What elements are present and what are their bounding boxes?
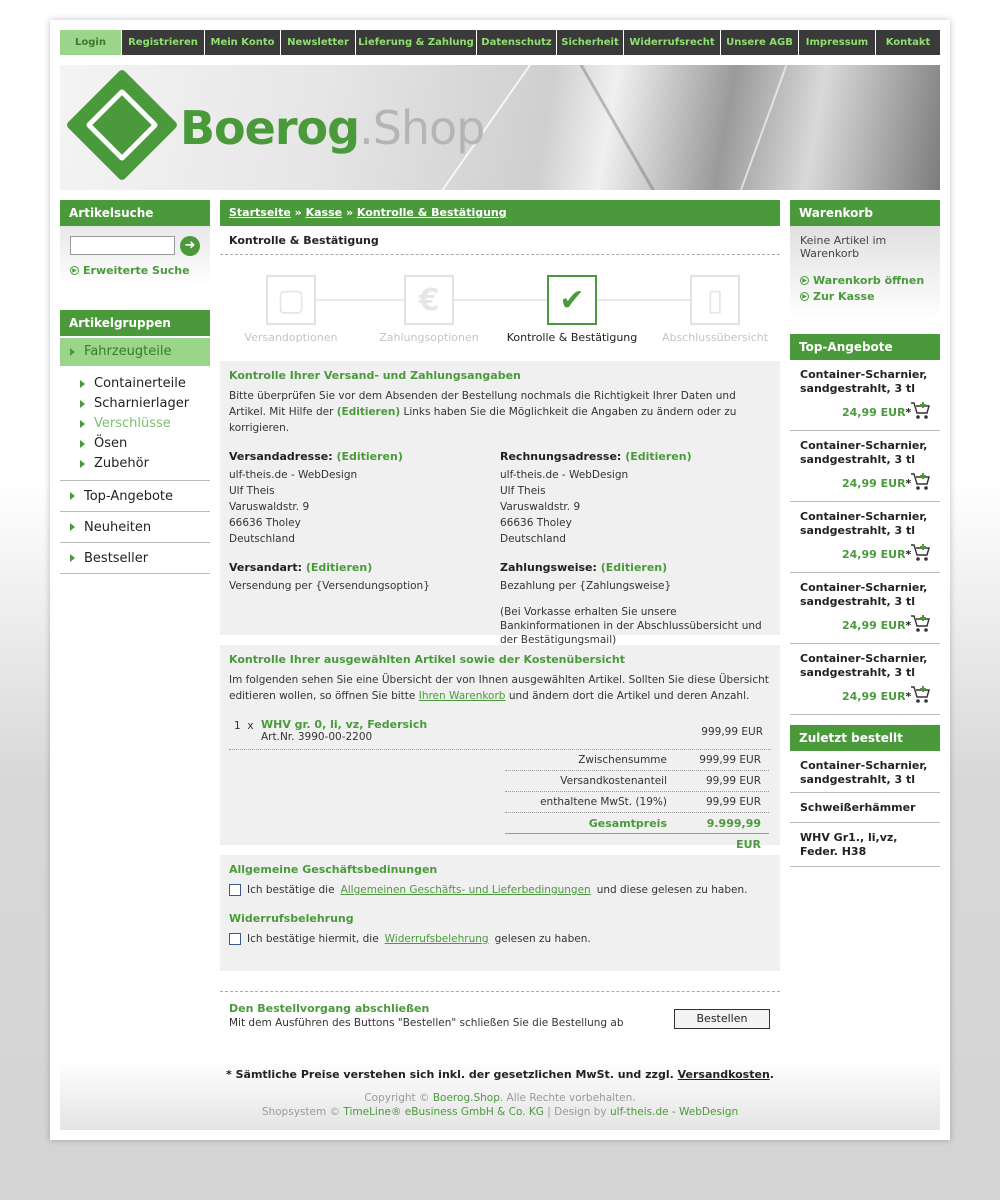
triangle-right-icon <box>80 420 85 428</box>
copyright-post: . Alle Rechte vorbehalten. <box>499 1092 636 1104</box>
cart-add-icon[interactable] <box>910 543 932 563</box>
step-zahlungsoptionen <box>358 275 500 344</box>
category-bestseller[interactable] <box>60 543 210 574</box>
edit-payment-method-link[interactable]: (Editieren) <box>600 561 668 574</box>
price-note-end: . <box>769 1068 774 1081</box>
articles-text-1: Im folgenden sehen Sie eine Übersicht der von Ihnen ausgewählten Artikel. Sollten Sie diese Übersicht editieren wollen, so öffnen Sie bitte <box>229 674 769 702</box>
triangle-right-icon <box>70 348 75 356</box>
shopsystem-pre: Shopsystem © <box>261 1106 341 1118</box>
cart-title: Warenkorb <box>790 200 940 226</box>
subcategory-scharnierlager[interactable] <box>60 394 210 414</box>
article-qty-value: 1 <box>234 720 241 732</box>
widerruf-text-post: gelesen zu haben. <box>494 933 591 945</box>
box-package-icon: ▢ <box>266 275 316 325</box>
category-label: Bestseller <box>84 551 149 566</box>
address-line: Ulf Theis <box>229 485 275 497</box>
total-label: Zwischensumme <box>578 754 667 766</box>
triangle-right-icon <box>80 380 85 388</box>
cart-empty-text: Keine Artikel im Warenkorb <box>800 234 887 260</box>
agb-text-post: und diese gelesen zu haben. <box>596 884 748 896</box>
total-value: 99,99 EUR <box>705 775 761 787</box>
shipping-method-label: Versandart: <box>229 561 302 574</box>
shipping-costs-link[interactable]: Versandkosten <box>677 1068 770 1081</box>
articles-text-2: und ändern dort die Artikel und deren Anzahl. <box>508 690 750 702</box>
totals-table <box>505 750 769 851</box>
review-intro <box>229 388 771 436</box>
copyright-pre: Copyright © <box>364 1092 430 1104</box>
order-button[interactable]: Bestellen <box>674 1009 770 1029</box>
triangle-right-icon <box>80 400 85 408</box>
nav-lieferung-zahlung[interactable]: Lieferung & Zahlung <box>356 30 477 55</box>
breadcrumb-separator: » <box>294 206 302 219</box>
subcategory-containerteile[interactable] <box>60 374 210 394</box>
left-sidebar <box>60 200 210 574</box>
breadcrumb-kasse[interactable]: Kasse <box>305 206 343 219</box>
top-offer-item[interactable] <box>790 644 940 715</box>
breadcrumb-current[interactable]: Kontrolle & Bestätigung <box>356 206 507 219</box>
category-top-angebote[interactable] <box>60 481 210 512</box>
offer-price-star: * <box>905 548 912 561</box>
step-label: Versandoptionen <box>244 331 338 344</box>
top-offer-item[interactable] <box>790 431 940 502</box>
page-title: Kontrolle & Bestätigung <box>220 226 780 255</box>
edit-links-hint: (Editieren) <box>336 406 401 418</box>
subcategory-label: Scharnierlager <box>94 396 190 411</box>
step-versandoptionen <box>220 275 362 344</box>
offer-price-star: * <box>905 406 912 419</box>
open-cart-label: Warenkorb öffnen <box>813 274 925 287</box>
offer-price <box>842 477 911 490</box>
top-offer-item[interactable] <box>790 360 940 431</box>
step-label: Zahlungsoptionen <box>379 331 479 344</box>
offer-price <box>842 619 911 632</box>
offer-price-value: 24,99 EUR <box>842 548 906 561</box>
agb-link[interactable]: Allgemeinen Geschäfts- und Lieferbedingungen <box>340 884 591 896</box>
article-price: 999,99 EUR <box>701 726 763 738</box>
address-columns <box>229 450 771 547</box>
shipping-address-label: Versandadresse: <box>229 450 333 463</box>
payment-method <box>500 561 771 647</box>
category-fahrzeugteile[interactable] <box>60 338 210 366</box>
widerruf-title: Widerrufsbelehrung <box>229 912 354 925</box>
articles-section <box>220 645 780 851</box>
circle-arrow-icon: ▶ <box>70 266 79 275</box>
billing-address <box>500 450 771 547</box>
offer-name: Container-Scharnier, sandgestrahlt, 3 tl <box>800 439 928 466</box>
right-sidebar <box>790 200 940 867</box>
review-text-1: Bitte überprüfen Sie vor dem Absenden der Bestellung nochmals die Richtigkeit Ihrer Daten und Artikel. Mit Hilfe der <box>229 390 736 418</box>
shipping-address <box>229 450 500 547</box>
widerruf-confirmation <box>229 933 771 945</box>
search-box-title: Artikelsuche <box>60 200 210 226</box>
total-label: Versandkostenanteil <box>560 775 667 787</box>
triangle-right-icon <box>80 460 85 468</box>
breadcrumb-home[interactable]: Startseite <box>229 206 291 219</box>
triangle-right-icon <box>80 440 85 448</box>
total-row-grand <box>505 813 769 851</box>
total-row-subtotal <box>505 750 769 771</box>
triangle-right-icon <box>70 492 75 500</box>
address-line: 66636 Tholey <box>500 517 572 529</box>
subcategory-verschluesse[interactable] <box>60 414 210 434</box>
article-qty-x: x <box>247 720 254 732</box>
subcategory-label: Ösen <box>94 436 128 451</box>
top-navigation <box>60 30 940 55</box>
step-label: Abschlussübersicht <box>661 331 769 344</box>
offer-price <box>842 690 911 703</box>
category-neuheiten[interactable] <box>60 512 210 543</box>
category-label: Top-Angebote <box>84 489 174 504</box>
last-ordered-item[interactable]: Schweißerhämmer <box>790 793 940 823</box>
open-cart-link[interactable]: Ihren Warenkorb <box>418 690 506 702</box>
payment-note: (Bei Vorkasse erhalten Sie unsere Bankinformationen in der Abschlussübersicht und der Bestätigungsmail) <box>500 606 762 646</box>
header-banner <box>60 65 940 190</box>
article-name-link[interactable]: WHV gr. 0, li, vz, Federsich <box>261 718 428 731</box>
shopsystem-mid: | Design by <box>547 1106 607 1118</box>
step-abschluss <box>644 275 786 344</box>
nav-unsere-agb[interactable]: Unsere AGB <box>721 30 799 55</box>
address-line: ulf-theis.de - WebDesign <box>229 469 358 481</box>
top-offers-title: Top-Angebote <box>790 334 940 360</box>
address-line: ulf-theis.de - WebDesign <box>500 469 629 481</box>
nav-registrieren[interactable]: Registrieren <box>122 30 205 55</box>
top-offer-item[interactable] <box>790 573 940 644</box>
cart-add-icon[interactable] <box>910 685 932 705</box>
step-kontrolle <box>501 275 643 344</box>
total-row-shipping <box>505 771 769 792</box>
designer-link[interactable]: ulf-theis.de - WebDesign <box>610 1106 739 1118</box>
logo-text-part1: Boerog <box>180 101 360 155</box>
logo-text[interactable] <box>180 101 484 155</box>
offer-price <box>842 548 911 561</box>
nav-datenschutz[interactable]: Datenschutz <box>477 30 557 55</box>
total-value: 999,99 EUR <box>699 754 761 766</box>
logo-text-part2: .Shop <box>359 101 485 155</box>
edit-shipping-method-link[interactable]: (Editieren) <box>305 561 373 574</box>
search-submit-arrow-icon[interactable]: ➜ <box>180 236 200 256</box>
grand-total-label: Gesamtpreis <box>588 817 667 830</box>
terms-section <box>220 855 780 971</box>
last-ordered-item[interactable]: Container-Scharnier, sandgestrahlt, 3 tl <box>790 751 940 793</box>
last-ordered-item[interactable]: WHV Gr1., li,vz, Feder. H38 <box>790 823 940 867</box>
page <box>50 20 950 1140</box>
checkout-label: Zur Kasse <box>813 290 875 303</box>
offer-name: Container-Scharnier, sandgestrahlt, 3 tl <box>800 510 928 537</box>
address-line: Varuswaldstr. 9 <box>500 501 581 513</box>
cart-box <box>790 226 940 320</box>
offer-name: Container-Scharnier, sandgestrahlt, 3 tl <box>800 652 928 679</box>
offer-price-value: 24,99 EUR <box>842 477 906 490</box>
finish-text: Mit dem Ausführen des Buttons "Bestellen" schließen Sie die Bestellung ab <box>229 1017 624 1029</box>
widerruf-text-pre: Ich bestätige hiermit, die <box>247 933 379 945</box>
article-row <box>229 718 771 750</box>
cart-add-icon[interactable] <box>910 472 932 492</box>
nav-login[interactable]: Login <box>60 30 122 55</box>
euro-icon: € <box>404 275 454 325</box>
checkout-link[interactable] <box>800 290 930 303</box>
agb-confirmation <box>229 884 771 896</box>
grand-total-value: 9.999,99 EUR <box>706 817 761 851</box>
offer-price-value: 24,99 EUR <box>842 406 906 419</box>
order-finish <box>220 991 780 1041</box>
review-section <box>220 361 780 646</box>
nav-newsletter[interactable]: Newsletter <box>281 30 356 55</box>
subcategory-zubehoer[interactable] <box>60 454 210 474</box>
circle-arrow-icon: ▶ <box>800 276 809 285</box>
review-title: Kontrolle Ihrer Versand- und Zahlungsangaben <box>229 369 521 382</box>
address-line: Deutschland <box>229 533 295 545</box>
offer-price-value: 24,99 EUR <box>842 619 906 632</box>
category-label: Neuheiten <box>84 520 152 535</box>
offer-price-star: * <box>905 690 912 703</box>
offer-price-star: * <box>905 477 912 490</box>
offer-price-star: * <box>905 619 912 632</box>
last-ordered-title: Zuletzt bestellt <box>790 725 940 751</box>
agb-checkbox[interactable] <box>229 884 241 896</box>
nav-widerrufsrecht[interactable]: Widerrufsrecht <box>624 30 721 55</box>
shipping-method-value: Versendung per {Versendungsoption} <box>229 580 430 592</box>
articles-title: Kontrolle Ihrer ausgewählten Artikel sowie der Kostenübersicht <box>229 653 626 666</box>
category-label: Fahrzeugteile <box>84 344 172 359</box>
finish-title: Den Bestellvorgang abschließen <box>229 1002 430 1015</box>
search-input[interactable] <box>70 236 175 255</box>
main-content <box>220 200 780 1041</box>
shipping-method <box>229 561 500 647</box>
step-label: Kontrolle & Bestätigung <box>506 331 638 344</box>
circle-arrow-icon: ▶ <box>800 292 809 301</box>
offer-price <box>842 406 911 419</box>
agb-title: Allgemeine Geschäftsbedinungen <box>229 863 438 876</box>
widerruf-link[interactable]: Widerrufsbelehrung <box>384 933 489 945</box>
copyright <box>60 1091 940 1119</box>
breadcrumb <box>220 200 780 226</box>
offer-price-value: 24,99 EUR <box>842 690 906 703</box>
cart-add-icon[interactable] <box>910 614 932 634</box>
advanced-search-label: Erweiterte Suche <box>83 264 190 277</box>
total-label: enthaltene MwSt. (19%) <box>540 796 667 808</box>
widerruf-checkbox[interactable] <box>229 933 241 945</box>
offer-name: Container-Scharnier, sandgestrahlt, 3 tl <box>800 368 928 395</box>
subcategory-label: Verschlüsse <box>94 416 171 431</box>
checkmark-icon: ✔ <box>547 275 597 325</box>
article-description <box>261 718 651 747</box>
billing-address-label: Rechnungsadresse: <box>500 450 622 463</box>
payment-method-value: Bezahlung per {Zahlungsweise} <box>500 580 672 592</box>
total-row-vat <box>505 792 769 813</box>
nav-impressum[interactable]: Impressum <box>799 30 876 55</box>
payment-method-label: Zahlungsweise: <box>500 561 597 574</box>
advanced-search-link[interactable] <box>70 264 190 277</box>
nav-kontakt[interactable]: Kontakt <box>885 37 931 48</box>
article-number: Art.Nr. 3990-00-2200 <box>261 731 373 743</box>
price-note-text: * Sämtliche Preise verstehen sich inkl. der gesetzlichen MwSt. und zzgl. <box>226 1068 674 1081</box>
total-value: 99,99 EUR <box>705 796 761 808</box>
subcategory-list <box>60 366 210 481</box>
top-offer-item[interactable] <box>790 502 940 573</box>
triangle-right-icon <box>70 523 75 531</box>
nav-mein-konto[interactable]: Mein Konto <box>205 30 281 55</box>
breadcrumb-separator: » <box>345 206 354 219</box>
open-cart-sidebar-link[interactable] <box>800 274 930 287</box>
timeline-link[interactable]: TimeLine® eBusiness GmbH & Co. KG <box>343 1106 544 1118</box>
footer <box>60 1060 940 1130</box>
agb-text-pre: Ich bestätige die <box>247 884 335 896</box>
edit-shipping-address-link[interactable]: (Editieren) <box>336 450 403 463</box>
subcategory-oesen[interactable] <box>60 434 210 454</box>
address-line: Ulf Theis <box>500 485 546 497</box>
cart-add-icon[interactable] <box>910 401 932 421</box>
copyright-brand-link[interactable]: Boerog.Shop <box>432 1092 500 1104</box>
address-line: Deutschland <box>500 533 566 545</box>
nav-sicherheit[interactable]: Sicherheit <box>557 30 624 55</box>
categories-title: Artikelgruppen <box>60 310 210 336</box>
article-quantity <box>229 718 261 747</box>
address-line: Varuswaldstr. 9 <box>229 501 310 513</box>
address-line: 66636 Tholey <box>229 517 301 529</box>
price-note <box>60 1060 940 1081</box>
triangle-right-icon <box>70 554 75 562</box>
edit-billing-address-link[interactable]: (Editieren) <box>625 450 692 463</box>
checkout-steps <box>220 255 780 361</box>
door-icon: ▯ <box>690 275 740 325</box>
review-text-2: Links haben Sie die Möglichkeit die Angaben zu ändern oder zu korrigieren. <box>229 406 737 434</box>
articles-intro <box>229 672 771 704</box>
search-box <box>60 226 210 286</box>
subcategory-label: Zubehör <box>94 456 149 471</box>
method-columns <box>229 561 771 647</box>
offer-name: Container-Scharnier, sandgestrahlt, 3 tl <box>800 581 928 608</box>
subcategory-label: Containerteile <box>94 376 186 391</box>
